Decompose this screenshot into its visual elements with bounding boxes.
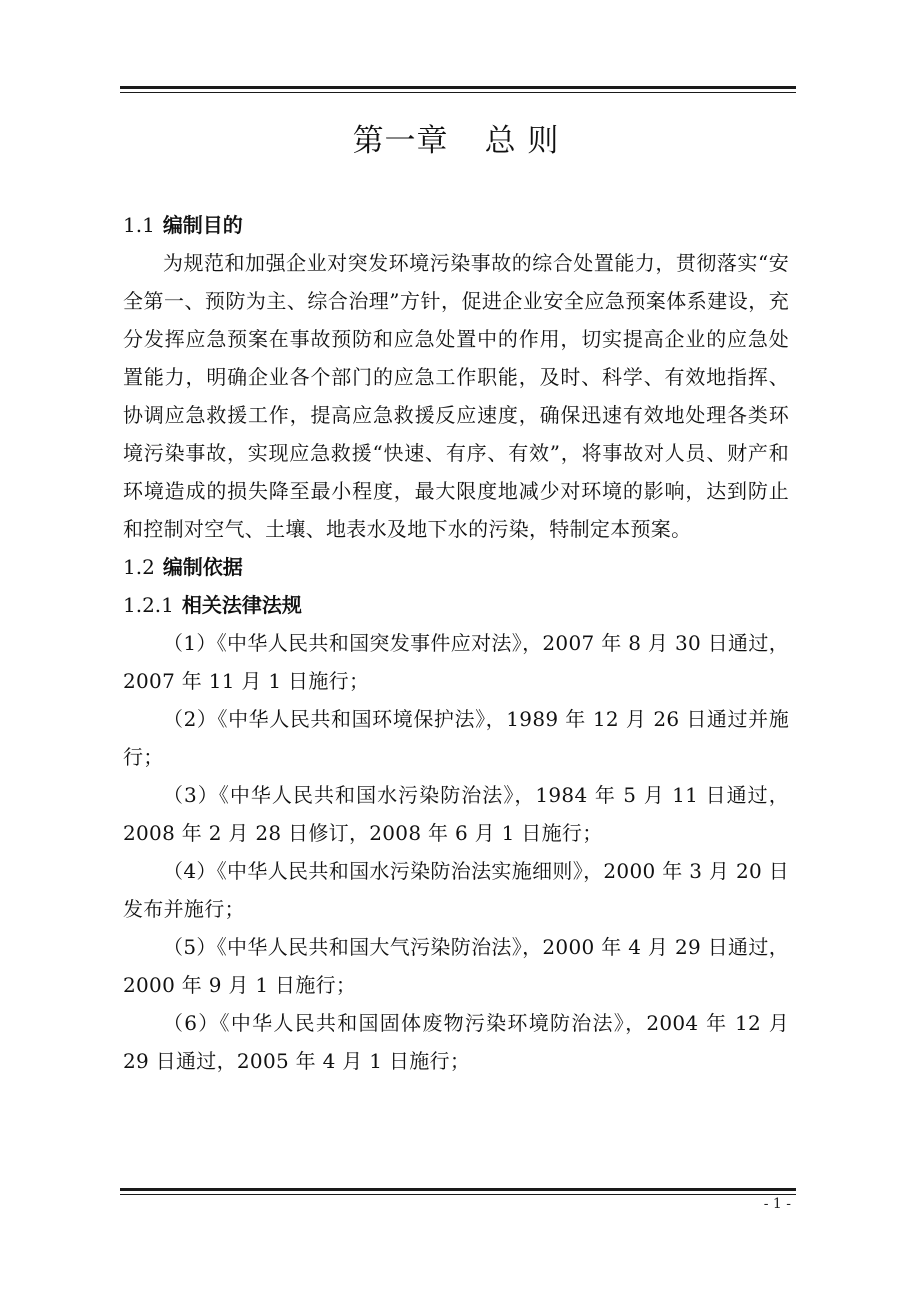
page-content — [123, 116, 789, 1080]
footer-rule-thick — [120, 1188, 796, 1191]
header-rule-thick — [120, 86, 796, 89]
section-heading-1-2 — [123, 548, 789, 586]
law-item: （4）《中华人民共和国水污染防治法实施细则》，2000 年 3 月 20 日发布并施行； — [123, 859, 789, 921]
law-item: （1）《中华人民共和国突发事件应对法》，2007 年 8 月 30 日通过，2007 年 11 月 1 日施行； — [123, 631, 789, 693]
section-number: 1.2.1 — [123, 593, 174, 617]
section-title: 相关法律法规 — [181, 593, 302, 617]
header-rule-thin — [120, 92, 796, 93]
chapter-name: 总 则 — [484, 123, 560, 159]
section-number: 1.2 — [123, 555, 155, 579]
purpose-paragraph: 为规范和加强企业对突发环境污染事故的综合处置能力，贯彻落实“安全第一、预防为主、综合治理”方针，促进企业安全应急预案体系建设，充分发挥应急预案在事故预防和应急处置中的作用，切实提高企业的应急处置能力，明确企业各个部门的应急工作职能，及时、科学、有效地指挥、协调应急救援工作，提高应急救援反应速度，确保迅速有效地处理各类环境污染事故，实现应急救援“快速、有序、有效”，将事故对人员、财产和环境造成的损失降至最小程度，最大限度地减少对环境的影响，达到防止和控制对空气、土壤、地表水及地下水的污染，特制定本预案。 — [123, 251, 789, 541]
section-heading-1-1 — [123, 206, 789, 244]
law-item: （2）《中华人民共和国环境保护法》，1989 年 12 月 26 日通过并施行； — [123, 707, 789, 769]
section-number: 1.1 — [123, 213, 155, 237]
chapter-number: 第一章 — [352, 123, 449, 159]
law-item: （3）《中华人民共和国水污染防治法》，1984 年 5 月 11 日通过，2008 年 2 月 28 日修订，2008 年 6 月 1 日施行； — [123, 783, 789, 845]
section-title: 编制目的 — [162, 213, 243, 237]
section-title: 编制依据 — [162, 555, 243, 579]
chapter-title — [123, 116, 789, 166]
page-number: - 1 - — [763, 1196, 791, 1212]
section-heading-1-2-1 — [123, 586, 789, 624]
law-item: （6）《中华人民共和国固体废物污染环境防治法》，2004 年 12 月 29 日通过，2005 年 4 月 1 日施行； — [123, 1011, 789, 1073]
law-item: （5）《中华人民共和国大气污染防治法》，2000 年 4 月 29 日通过，2000 年 9 月 1 日施行； — [123, 935, 789, 997]
footer-rule-thin — [120, 1194, 796, 1195]
